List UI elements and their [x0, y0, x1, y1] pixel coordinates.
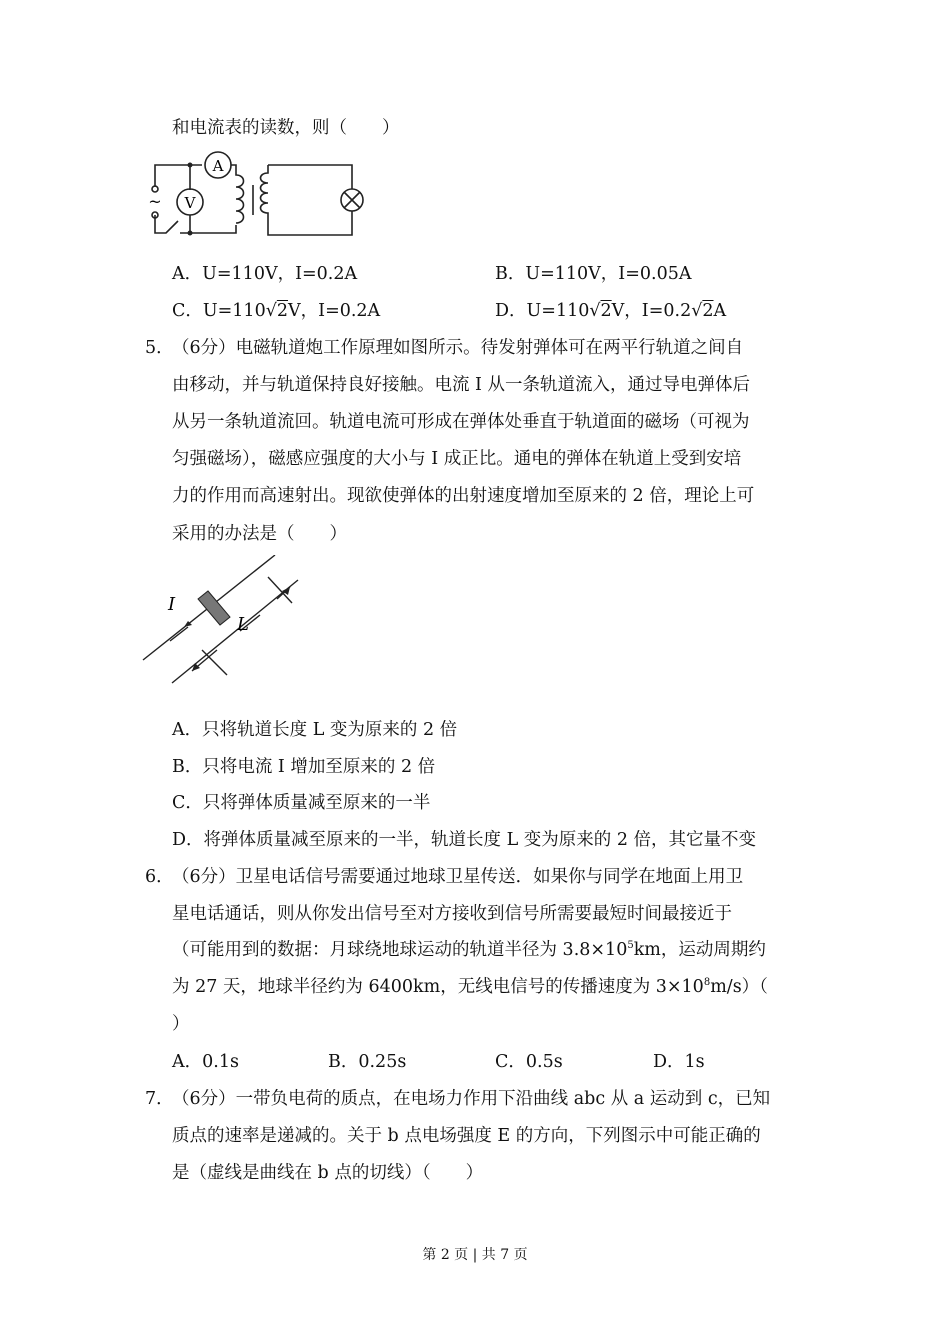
- q5-option-a[interactable]: A．只将轨道长度 L 变为原来的 2 倍: [172, 720, 458, 740]
- voltmeter-label: V: [184, 194, 196, 212]
- q6-option-a[interactable]: A．0.1s: [172, 1052, 239, 1072]
- q5-line: 力的作用而高速射出。现欲使弹体的出射速度增加至原来的 2 倍，理论上可: [172, 486, 755, 506]
- q6-line: （6分）卫星电话信号需要通过地球卫星传送．如果你与同学在地面上用卫: [172, 867, 744, 887]
- exponent: 8: [703, 977, 711, 988]
- q4-option-b[interactable]: B．U=110V，I=0.05A: [495, 264, 692, 284]
- sqrt-arg: 2: [276, 301, 289, 321]
- q6-number: 6．: [145, 867, 174, 887]
- q6-line: [172, 938, 766, 962]
- current-label: I: [168, 594, 176, 615]
- q4-option-d[interactable]: [495, 299, 726, 323]
- q6-line: ）: [172, 1014, 190, 1034]
- q6-option-c[interactable]: C．0.5s: [495, 1052, 563, 1072]
- page-footer: 第 2 页 | 共 7 页: [422, 1247, 528, 1263]
- text: km，运动周期约: [633, 940, 766, 960]
- q7-line: （6分）一带负电荷的质点，在电场力作用下沿曲线 abc 从 a 运动到 c，已知: [172, 1089, 771, 1109]
- c-post: V，I=0.2A: [288, 301, 381, 321]
- exponent: 5: [627, 940, 634, 951]
- q6-line: [172, 975, 768, 999]
- q5-line: （6分）电磁轨道炮工作原理如图所示。待发射弹体可在两平行轨道之间自: [172, 338, 744, 358]
- q6-line: 星电话通话，则从你发出信号至对方接收到信号所需要最短时间最接近于: [172, 904, 732, 924]
- transformer-circuit-figure: [140, 145, 380, 245]
- q5-line: 采用的办法是（ ）: [172, 524, 347, 544]
- q5-option-d[interactable]: D．将弹体质量减至原来的一半，轨道长度 L 变为原来的 2 倍，其它量不变: [172, 830, 757, 850]
- d-mid: V，I=0.2: [611, 301, 692, 321]
- railgun-figure: [140, 555, 310, 690]
- q6-option-d[interactable]: D．1s: [653, 1052, 705, 1072]
- c-pre: C．U=110: [172, 301, 266, 321]
- sqrt-sign: √: [265, 301, 277, 321]
- text: 为 27 天，地球半径约为 6400km，无线电信号的传播速度为 3×10: [172, 977, 704, 997]
- q7-line: 质点的速率是递减的。关于 b 点电场强度 E 的方向，下列图示中可能正确的: [172, 1126, 761, 1146]
- q4-option-a[interactable]: A．U=110V，I=0.2A: [172, 264, 358, 284]
- sqrt-sign: √: [589, 301, 601, 321]
- d-post: A: [713, 301, 727, 321]
- d-pre: D．U=110: [495, 301, 590, 321]
- text: m/s）（: [710, 977, 768, 997]
- q5-line: 由移动，并与轨道保持良好接触。电流 I 从一条轨道流入，通过导电弹体后: [172, 375, 751, 395]
- q5-option-b[interactable]: B．只将电流 I 增加至原来的 2 倍: [172, 757, 436, 777]
- sqrt-arg: 2: [702, 301, 714, 321]
- sqrt-arg: 2: [600, 301, 612, 321]
- sqrt-sign: √: [691, 301, 703, 321]
- ammeter-label: A: [212, 157, 224, 175]
- q5-option-c[interactable]: C．只将弹体质量减至原来的一半: [172, 793, 431, 813]
- q4-option-c[interactable]: [172, 299, 380, 323]
- q6-option-b[interactable]: B．0.25s: [328, 1052, 407, 1072]
- length-label: L: [237, 614, 249, 635]
- q5-number: 5．: [145, 338, 174, 358]
- q7-number: 7．: [145, 1089, 174, 1109]
- q7-line: 是（虚线是曲线在 b 点的切线）（ ）: [172, 1163, 484, 1183]
- q4-stem-end: 和电流表的读数，则（ ）: [172, 118, 400, 138]
- text: （可能用到的数据：月球绕地球运动的轨道半径为 3.8×10: [172, 940, 628, 960]
- q5-line: 匀强磁场），磁感应强度的大小与 I 成正比。通电的弹体在轨道上受到安培: [172, 449, 742, 469]
- ac-source-symbol: ~: [148, 192, 162, 211]
- q5-line: 从另一条轨道流回。轨道电流可形成在弹体处垂直于轨道面的磁场（可视为: [172, 412, 750, 432]
